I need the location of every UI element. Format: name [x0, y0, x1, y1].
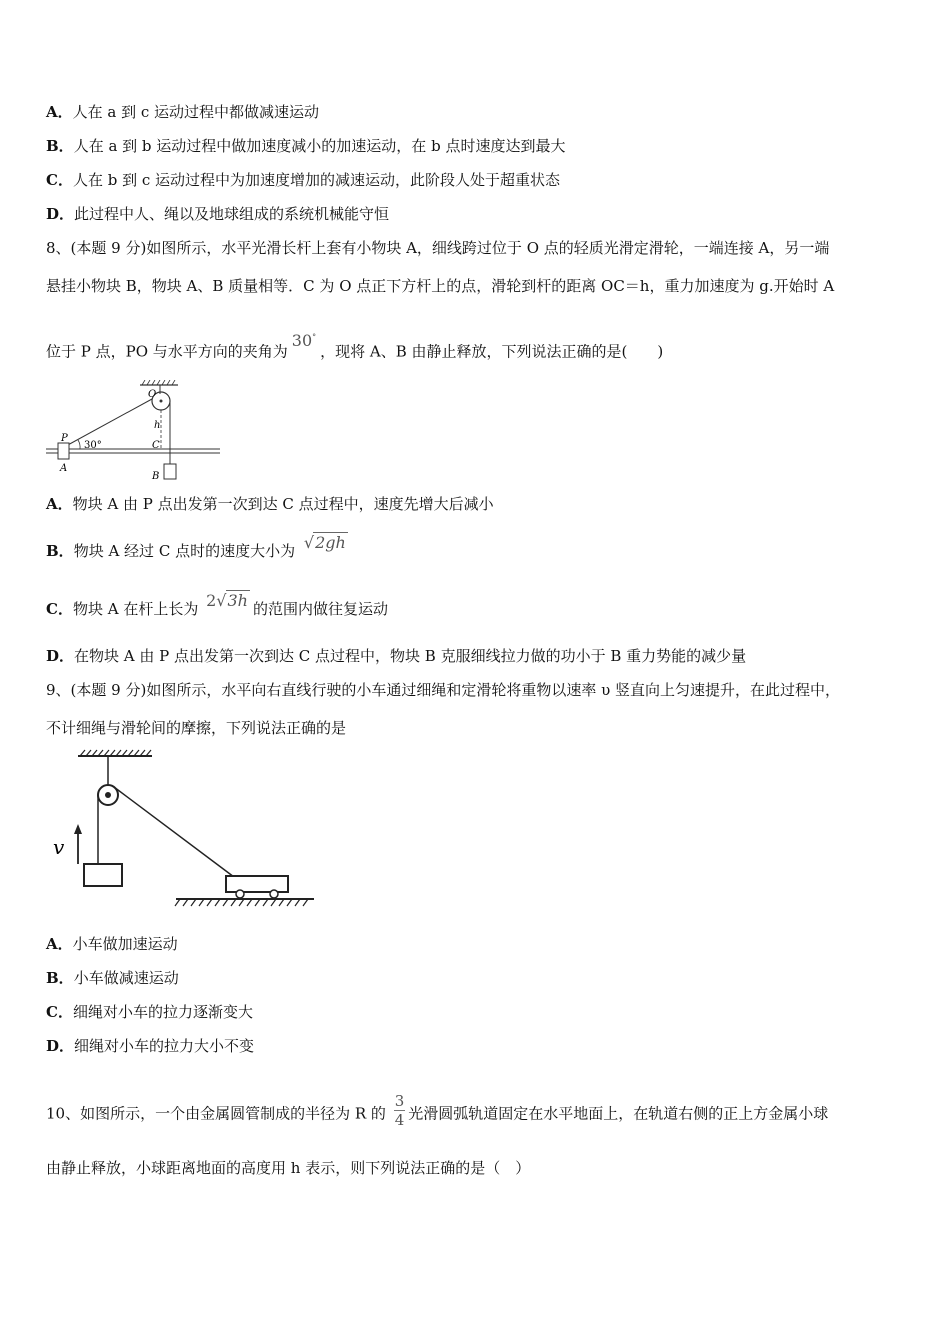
svg-text:30°: 30° [84, 440, 102, 451]
q8-stem-line1: 8、(本题 9 分)如图所示，水平光滑长杆上套有小物块 A，细线跨过位于 O 点的轻质光滑定滑轮，一端连接 A，另一端 [46, 239, 830, 257]
q8-option-b: B．物块 A 经过 C 点时的速度大小为 √2gh [46, 533, 346, 560]
q7-option-b: B．人在 a 到 b 运动过程中做加速度减小的加速运动，在 b 点时速度达到最大 [46, 137, 566, 155]
q7-option-a: A．人在 a 到 c 运动过程中都做减速运动 [46, 103, 320, 121]
q9-option-a: A．小车做加速运动 [46, 935, 178, 953]
fraction-three-quarters: $\frac{3}{4}$ [394, 1092, 405, 1129]
svg-text:C: C [152, 440, 160, 451]
q9-option-d: D．细绳对小车的拉力大小不变 [46, 1037, 255, 1055]
svg-text:O: O [148, 389, 157, 400]
block-a [58, 443, 69, 459]
q10-stem-line2: 由静止释放，小球距离地面的高度用 h 表示，则下列说法正确的是（ ） [46, 1159, 531, 1177]
q8-option-a: A．物块 A 由 P 点出发第一次到达 C 点过程中，速度先增大后减小 [46, 495, 494, 513]
q7-option-d: D．此过程中人、绳以及地球组成的系统机械能守恒 [46, 205, 390, 223]
q9-option-b: B．小车做减速运动 [46, 969, 179, 987]
svg-text:v: v [53, 835, 65, 859]
expr-2sqrt3h: 2√3h [206, 591, 248, 610]
q9-stem-line2: 不计细绳与滑轮间的摩擦，下列说法正确的是 [46, 719, 347, 737]
svg-text:h: h [154, 420, 161, 431]
cart [226, 876, 288, 892]
q8-option-c: C．物块 A 在杆上长为 2√3h 的范围内做往复运动 [46, 591, 388, 618]
sqrt-2gh: √2gh [303, 533, 346, 552]
q7-option-c: C．人在 b 到 c 运动过程中为加速度增加的减速运动，此阶段人处于超重状态 [46, 171, 561, 189]
svg-text:P: P [61, 433, 68, 444]
svg-text:A: A [60, 463, 68, 474]
q9-stem-line1: 9、(本题 9 分)如图所示，水平向右直线行驶的小车通过细绳和定滑轮将重物以速率 υ 竖直向上匀速提升，在此过程中， [46, 681, 840, 699]
angle-30: 30° [291, 331, 317, 351]
weight-block [84, 864, 122, 886]
q8-option-d: D．在物块 A 由 P 点出发第一次到达 C 点过程中，物块 B 克服细线拉力做的功小于 B 重力势能的减少量 [46, 647, 747, 665]
block-b [164, 464, 176, 479]
q9-figure [48, 748, 320, 912]
svg-text:B: B [152, 471, 160, 482]
q8-stem-line2: 悬挂小物块 B，物块 A、B 质量相等．C 为 O 点正下方杆上的点，滑轮到杆的距离 OC＝h，重力加速度为 g.开始时 A [46, 277, 835, 295]
q10-stem-line1: 10、如图所示，一个由金属圆管制成的半径为 R 的 $\frac{3}{4}$ 光滑圆弧轨道固定在水平地面上，在轨道右侧的正上方金属小球 [46, 1092, 829, 1129]
q8-figure [44, 380, 224, 484]
q8-stem-line3: 位于 P 点，PO 与水平方向的夹角为30°，现将 A、B 由静止释放，下列说法正确的是( ) [46, 331, 664, 361]
q9-option-c: C．细绳对小车的拉力逐渐变大 [46, 1003, 253, 1021]
